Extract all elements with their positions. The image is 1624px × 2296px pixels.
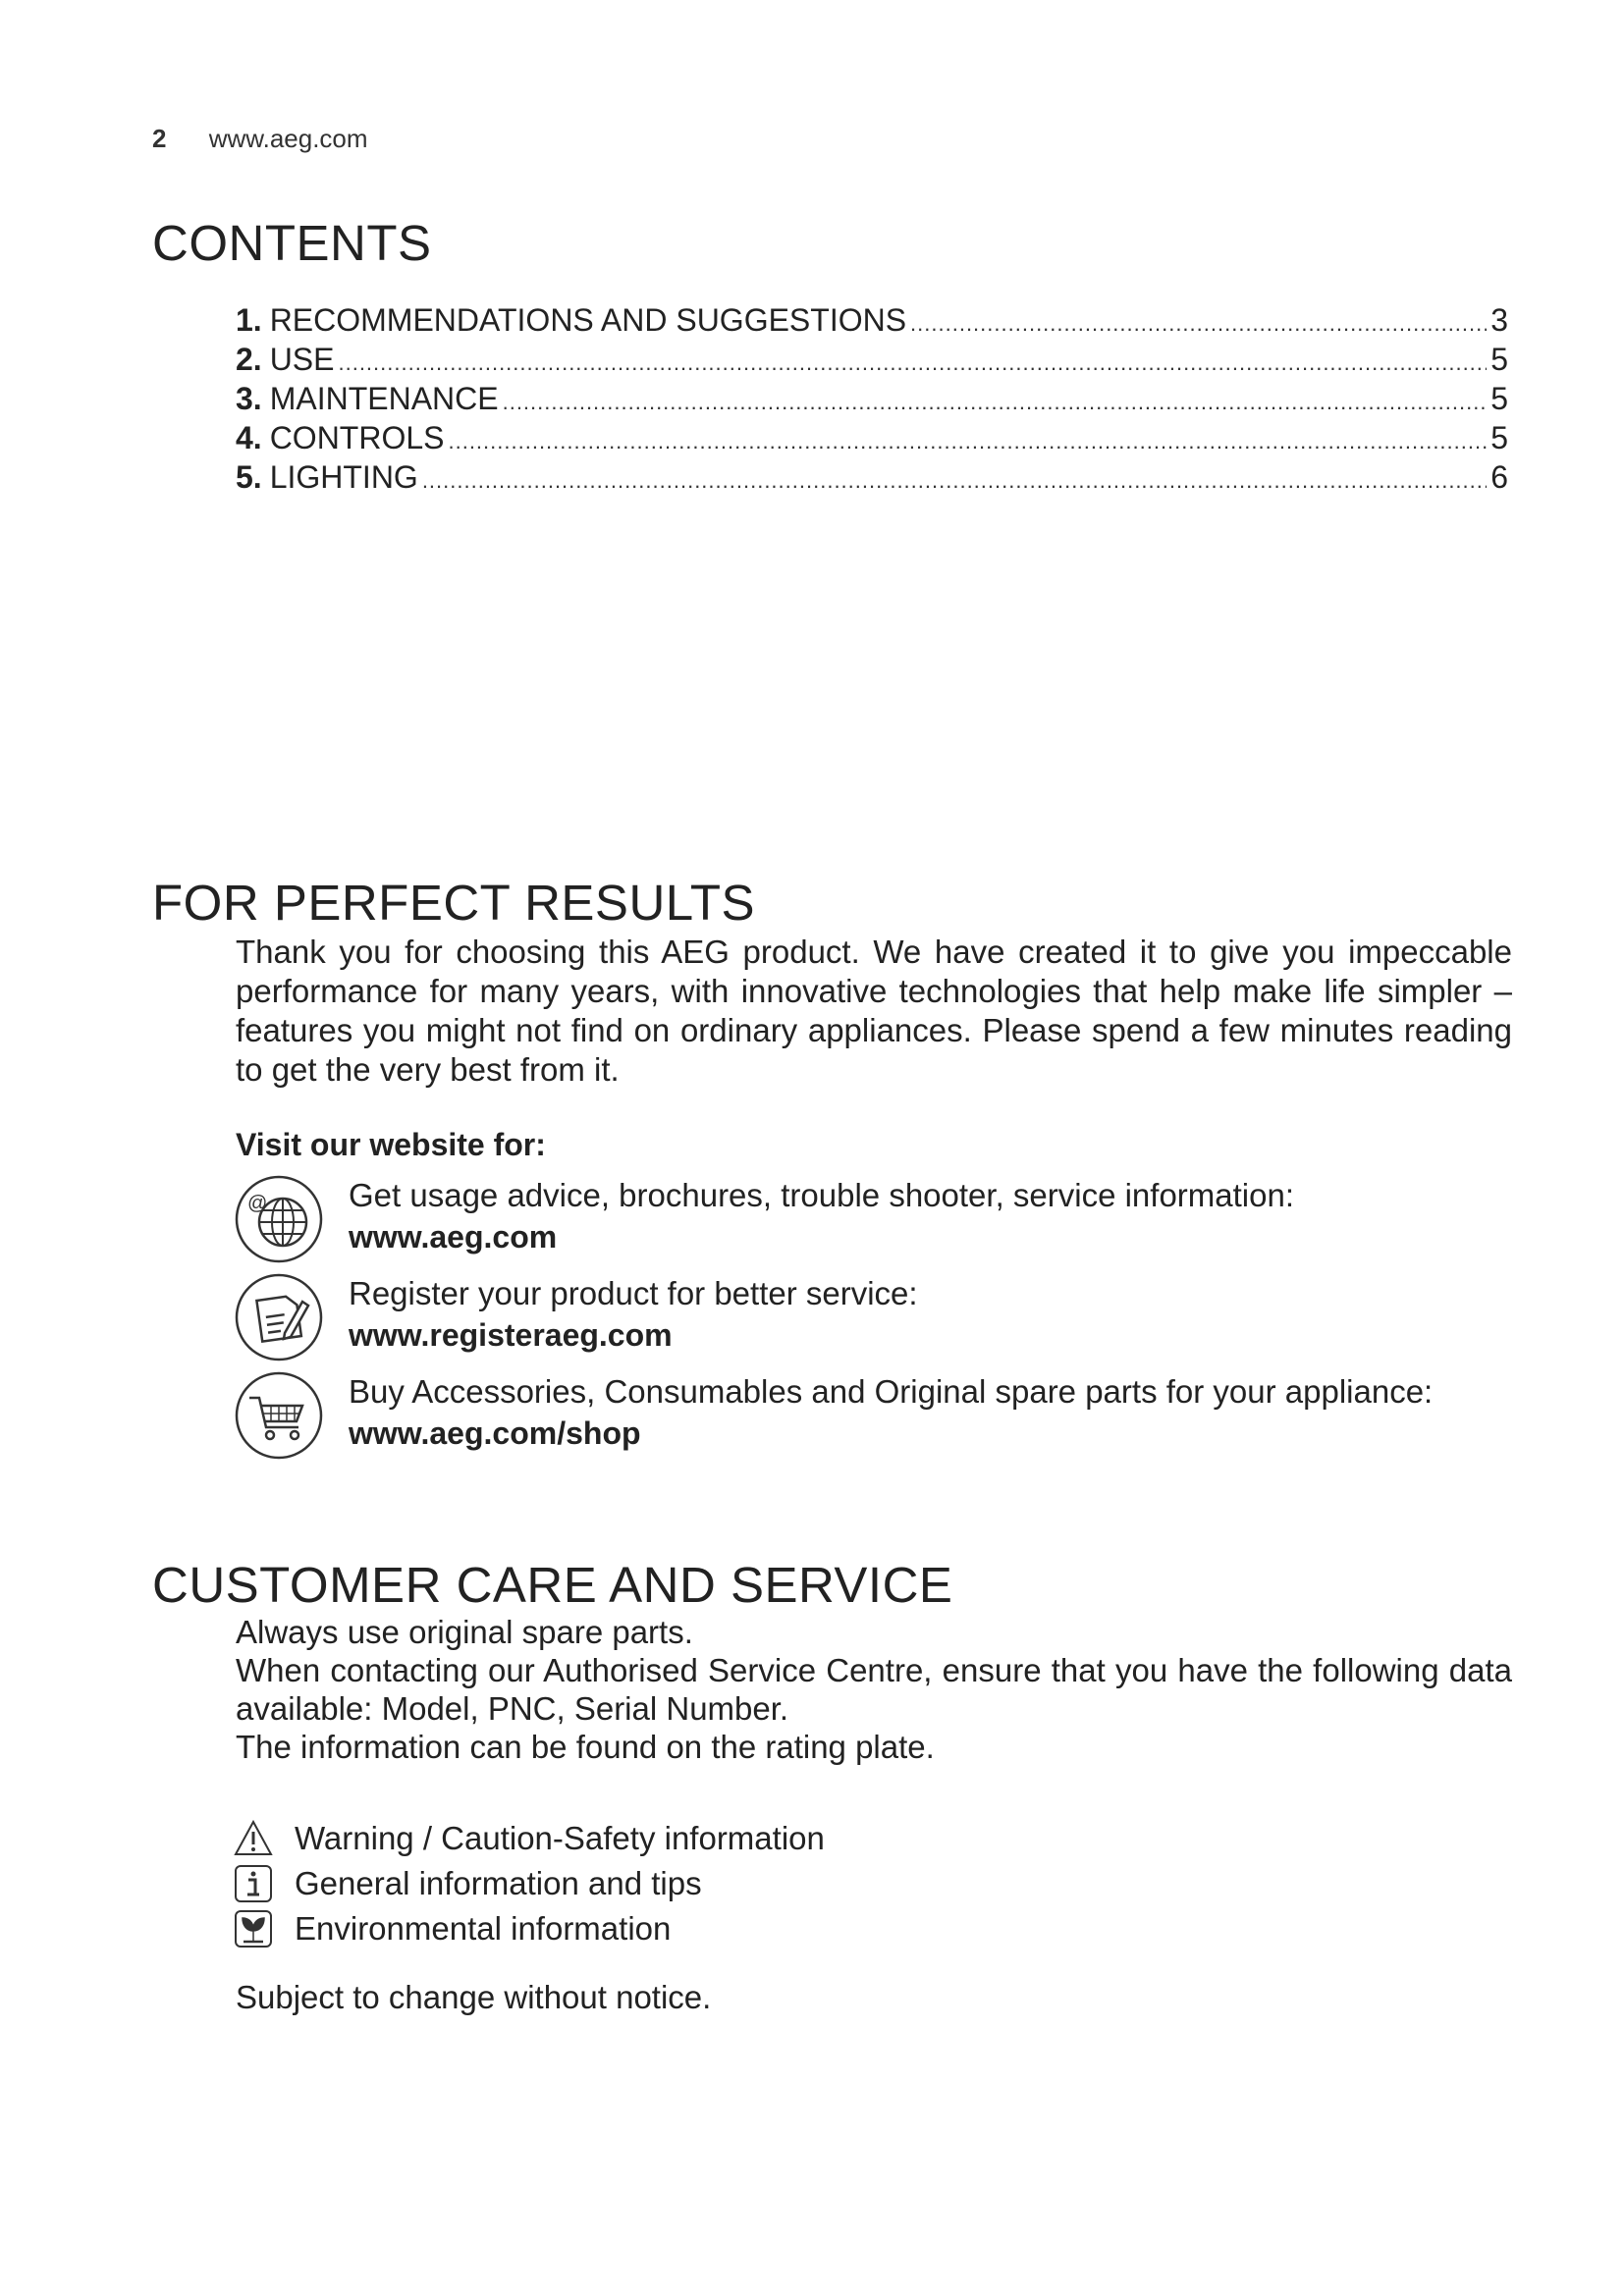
environment-icon <box>234 1909 273 1949</box>
website-item-shop <box>234 1370 1530 1465</box>
legend-text: Environmental information <box>295 1910 672 1947</box>
toc-item-label: CONTROLS <box>269 420 445 455</box>
svg-text:@: @ <box>247 1193 268 1214</box>
globe-icon <box>234 1174 324 1264</box>
toc-leader-dots <box>448 420 1487 456</box>
toc-item-label: USE <box>269 342 335 377</box>
toc-item[interactable] <box>236 459 1508 499</box>
website-item-register <box>234 1272 1530 1366</box>
visit-website-label: Visit our website for: <box>236 1127 546 1162</box>
care-paragraph <box>236 1613 1512 1766</box>
shopping-cart-icon <box>234 1370 324 1461</box>
website-link[interactable]: www.aeg.com/shop <box>349 1415 641 1451</box>
toc-leader-dots <box>503 381 1488 417</box>
register-icon <box>234 1272 324 1362</box>
toc-item-number: 4. <box>236 420 262 455</box>
care-line: The information can be found on the rating plate. <box>236 1729 935 1765</box>
header-url[interactable]: www.aeg.com <box>208 124 368 153</box>
toc-item[interactable] <box>236 302 1508 342</box>
legend-item <box>234 1816 825 1861</box>
legend-item <box>234 1906 825 1951</box>
change-notice: Subject to change without notice. <box>236 1979 712 2015</box>
toc-item-page: 6 <box>1490 459 1508 495</box>
legend-text: General information and tips <box>295 1865 702 1901</box>
care-line: Always use original spare parts. <box>236 1614 693 1650</box>
page-header <box>152 124 368 154</box>
website-link[interactable]: www.registeraeg.com <box>349 1317 673 1353</box>
toc-item-label: LIGHTING <box>269 459 418 495</box>
toc-item[interactable] <box>236 381 1508 420</box>
website-item-text: Register your product for better service: <box>349 1275 918 1311</box>
symbol-legend <box>234 1816 825 1951</box>
toc-item-number: 2. <box>236 342 262 377</box>
legend-item <box>234 1861 825 1906</box>
info-icon <box>234 1864 273 1903</box>
toc-item-page: 5 <box>1490 420 1508 455</box>
toc-item-page: 5 <box>1490 342 1508 377</box>
legend-text: Warning / Caution-Safety information <box>295 1820 825 1856</box>
care-line: When contacting our Authorised Service Centre, ensure that you have the following data available: Model, PNC, Serial Number. <box>236 1652 1512 1727</box>
toc-item-label: MAINTENANCE <box>269 381 499 416</box>
toc-item-number: 5. <box>236 459 262 495</box>
toc-item-page: 5 <box>1490 381 1508 416</box>
toc-leader-dots <box>338 342 1487 378</box>
care-title: CUSTOMER CARE AND SERVICE <box>152 1557 953 1613</box>
toc-item[interactable] <box>236 420 1508 459</box>
intro-paragraph: Thank you for choosing this AEG product. We have created it to give you impeccable performance for many years, with innovative technologies that help make life simpler – features you might not find on ordinary appliances. Please spend a few minutes reading to get the very best from it. <box>236 934 1512 1088</box>
warning-icon <box>234 1819 273 1858</box>
toc-item-number: 1. <box>236 302 262 338</box>
table-of-contents <box>236 302 1508 499</box>
toc-item-label: RECOMMENDATIONS AND SUGGESTIONS <box>269 302 907 338</box>
toc-item-number: 3. <box>236 381 262 416</box>
toc-leader-dots <box>422 459 1487 496</box>
website-item-text: Buy Accessories, Consumables and Original spare parts for your appliance: <box>349 1373 1434 1410</box>
contents-title: CONTENTS <box>152 215 432 271</box>
results-title: FOR PERFECT RESULTS <box>152 875 756 931</box>
website-item-support <box>234 1174 1530 1268</box>
website-link[interactable]: www.aeg.com <box>349 1219 558 1255</box>
page-number: 2 <box>152 124 167 153</box>
website-item-text: Get usage advice, brochures, trouble shooter, service information: <box>349 1177 1295 1213</box>
toc-item[interactable] <box>236 342 1508 381</box>
toc-item-page: 3 <box>1490 302 1508 338</box>
toc-leader-dots <box>910 302 1487 339</box>
